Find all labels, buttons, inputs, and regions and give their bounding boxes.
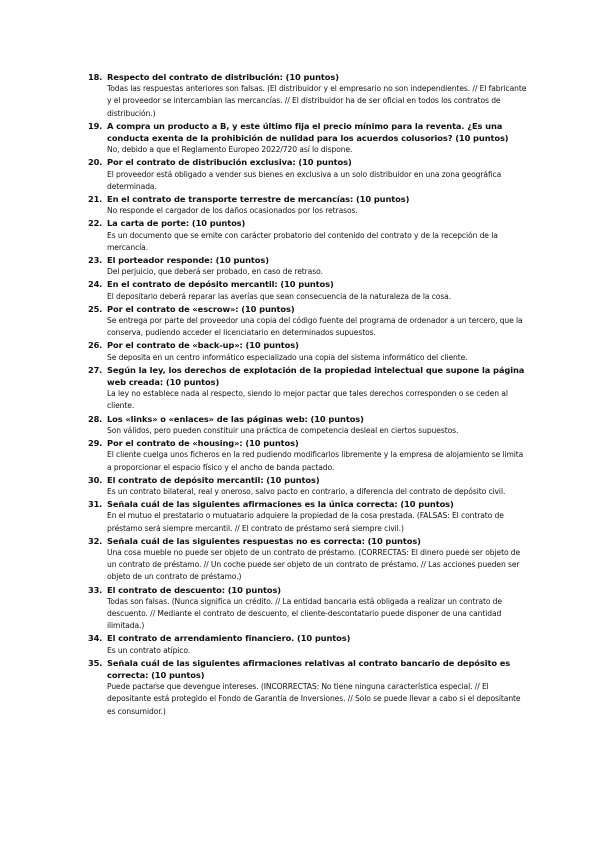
question-item — [88, 339, 528, 363]
question-body — [107, 217, 528, 254]
question-number: 20. — [88, 157, 103, 168]
question-number: 35. — [88, 657, 103, 668]
question-number: 21. — [88, 194, 103, 205]
question-answer: Todas son falsas. (Nunca significa un crédito. // La entidad bancaria está obligada a realizar un contrato de descuento. // Mediante el contrato de descuento, el cliente-descontatario puede disponer de una cantidad ilimitada.) — [107, 596, 502, 631]
question-title: Respecto del contrato de distribución: (10 puntos) — [107, 72, 339, 82]
question-number: 32. — [88, 535, 103, 546]
question-title: A compra un producto a B, y este último fija el precio mínimo para la reventa. ¿Es una conducta exenta de la prohibición de nulidad para los acuerdos colusorios? (10 puntos) — [107, 120, 509, 144]
question-body — [107, 632, 528, 656]
question-body — [107, 339, 528, 363]
question-answer: Es un contrato bilateral, real y oneroso, salvo pacto en contrario, a diferencia del contrato de depósito civil. — [107, 486, 506, 496]
question-answer: Se entrega por parte del proveedor una copia del código fuente del programa de ordenador a un tercero, que la conserva, pudiendo acceder el licenciatario en determinados supuestos. — [107, 316, 523, 338]
question-body — [107, 303, 528, 340]
question-item — [88, 120, 528, 157]
question-item — [88, 156, 528, 193]
question-answer: El depositario deberá reparar las averías que sean consecuencia de la naturaleza de la cosa. — [107, 291, 452, 301]
question-title: Por el contrato de distribución exclusiva: (10 puntos) — [107, 157, 352, 168]
question-body — [107, 437, 528, 474]
question-item — [88, 364, 528, 413]
question-number: 34. — [88, 633, 103, 644]
question-item — [88, 657, 528, 718]
question-item — [88, 535, 528, 584]
question-title: El contrato de depósito mercantil: (10 puntos) — [107, 474, 320, 485]
question-number: 27. — [88, 364, 103, 375]
question-body — [107, 278, 528, 302]
question-title: En el contrato de depósito mercantil: (10 puntos) — [107, 279, 334, 290]
question-number: 26. — [88, 340, 103, 351]
question-number: 23. — [88, 255, 103, 266]
question-number: 31. — [88, 499, 103, 510]
question-body — [107, 254, 528, 278]
question-item — [88, 278, 528, 302]
question-number: 19. — [88, 120, 103, 131]
question-title: Señala cuál de las siguientes afirmaciones es la única correcta: (10 puntos) — [107, 499, 454, 510]
question-title: Por el contrato de «escrow»: (10 puntos) — [107, 303, 295, 314]
question-item — [88, 413, 528, 437]
question-title: Señala cuál de las siguientes respuestas no es correcta: (10 puntos) — [107, 535, 421, 546]
question-answer: Son válidos, pero pueden constituir una práctica de competencia desleal en ciertos supuestos. — [107, 425, 459, 435]
question-title: Por el contrato de «housing»: (10 puntos) — [107, 438, 299, 449]
question-body — [107, 364, 528, 413]
question-item — [88, 217, 528, 254]
question-answer: Es un contrato atípico. — [107, 645, 191, 655]
question-title: El contrato de descuento: (10 puntos) — [107, 584, 282, 595]
question-item — [88, 474, 528, 498]
question-answer: La ley no establece nada al respecto, siendo lo mejor pactar que tales derechos corresponden o se ceden al cliente. — [107, 389, 508, 411]
question-title: En el contrato de transporte terrestre de mercancías: (10 puntos) — [107, 194, 410, 205]
question-answer: No responde el cargador de los daños ocasionados por los retrasos. — [107, 206, 358, 216]
question-item — [88, 632, 528, 656]
question-number: 30. — [88, 474, 103, 485]
question-item — [88, 193, 528, 217]
question-item — [88, 437, 528, 474]
question-body — [107, 584, 528, 633]
question-answer: Todas las respuestas anteriores son falsas. (El distribuidor y el empresario no son independientes. // El fabricante y el proveedor se intercambian las mercancías. // El distribuidor ha de ser oficial en todos los contratos de distribución.) — [107, 84, 527, 118]
question-answer: Puede pactarse que devengue intereses. (INCORRECTAS: No tiene ninguna característica especial. // El depositante está protegido el Fondo de Garantía de Inversiones. // Solo se puede llevar a cabo si el depositante es consumidor.) — [107, 682, 521, 716]
question-body — [107, 71, 528, 120]
question-body — [107, 498, 528, 535]
question-title: El porteador responde: (10 puntos) — [107, 255, 269, 266]
question-title: Los «links» o «enlaces» de las páginas web: (10 puntos) — [107, 413, 364, 424]
question-item — [88, 498, 528, 535]
question-item — [88, 584, 528, 633]
question-answer: No, debido a que el Reglamento Europeo 2022/720 así lo dispone. — [107, 145, 353, 155]
question-answer: Se deposita en un centro informático especializado una copia del sistema informático del cliente. — [107, 352, 468, 362]
question-answer: El cliente cuelga unos ficheros en la red pudiendo modificarlos libremente y la empresa de alojamiento se limita a proporcionar el espacio físico y el ancho de banda pactado. — [107, 450, 524, 472]
question-number: 28. — [88, 413, 103, 424]
question-number: 24. — [88, 279, 103, 290]
question-body — [107, 657, 528, 718]
question-title: Señala cuál de las siguientes afirmaciones relativas al contrato bancario de depósito es correcta: (10 puntos) — [107, 657, 511, 680]
question-answer: Una cosa mueble no puede ser objeto de un contrato de préstamo. (CORRECTAS: El dinero puede ser objeto de un contrato de préstamo. // Un coche puede ser objeto de un contrato de préstamo. // Las acciones pueden ser objeto de un contrato de préstamo.) — [107, 547, 521, 582]
question-title: El contrato de arrendamiento financiero. (10 puntos) — [107, 633, 351, 644]
question-answer: Es un documento que se emite con carácter probatorio del contenido del contrato y de la recepción de la mercancía. — [107, 230, 498, 252]
question-answer: Del perjuicio, que deberá ser probado, en caso de retraso. — [107, 267, 323, 277]
question-number: 29. — [88, 438, 103, 449]
question-body — [107, 535, 528, 584]
question-body — [107, 193, 528, 217]
question-body — [107, 474, 528, 498]
question-number: 25. — [88, 303, 103, 314]
question-number: 22. — [88, 218, 103, 229]
question-title: La carta de porte: (10 puntos) — [107, 218, 246, 229]
question-title: Por el contrato de «back-up»: (10 puntos) — [107, 340, 299, 351]
question-title: Según la ley, los derechos de explotación de la propiedad intelectual que supone la página web creada: (10 puntos) — [107, 364, 525, 388]
question-number: 33. — [88, 584, 103, 595]
question-item — [88, 71, 528, 120]
question-number: 18. — [88, 72, 103, 82]
question-body — [107, 120, 528, 157]
question-list — [88, 71, 528, 718]
question-body — [107, 413, 528, 437]
question-body — [107, 156, 528, 193]
question-answer: En el mutuo el prestatario o mutuatario adquiere la propiedad de la cosa prestada. (FALSAS: El contrato de préstamo será siempre mercantil. // El contrato de préstamo será siempre civil.) — [107, 511, 504, 533]
question-item — [88, 254, 528, 278]
question-answer: El proveedor está obligado a vender sus bienes en exclusiva a un solo distribuidor en una zona geográfica determinada. — [107, 169, 502, 191]
question-item — [88, 303, 528, 340]
